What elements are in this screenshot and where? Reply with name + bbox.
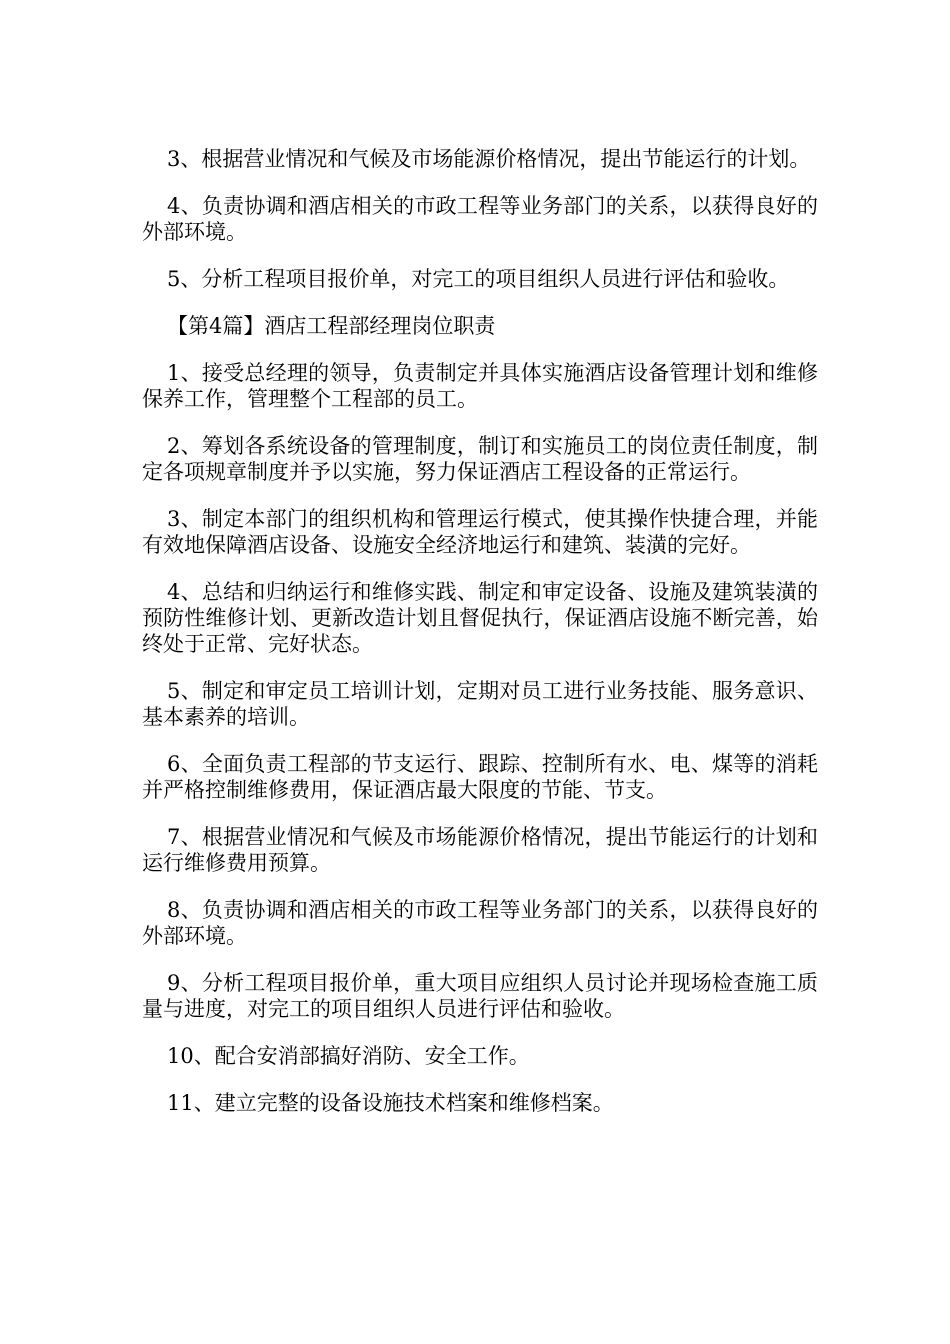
paragraph-4: 4、总结和归纳运行和维修实践、制定和审定设备、设施及建筑装潢的预防性维修计划、更新改造计划且督促执行，保证酒店设施不断完善，始终处于正常、完好状态。 bbox=[142, 580, 818, 656]
section-heading: 【第4篇】酒店工程部经理岗位职责 bbox=[167, 314, 496, 338]
paragraph-prev-4: 4、负责协调和酒店相关的市政工程等业务部门的关系，以获得良好的外部环境。 bbox=[142, 194, 818, 244]
paragraph-10: 10、配合安消部搞好消防、安全工作。 bbox=[167, 1044, 530, 1068]
paragraph-8: 8、负责协调和酒店相关的市政工程等业务部门的关系，以获得良好的外部环境。 bbox=[142, 898, 818, 948]
paragraph-9: 9、分析工程项目报价单，重大项目应组织人员讨论并现场检查施工质量与进度，对完工的项目组织人员进行评估和验收。 bbox=[142, 971, 818, 1021]
paragraph-5: 5、制定和审定员工培训计划，定期对员工进行业务技能、服务意识、基本素养的培训。 bbox=[142, 679, 818, 729]
paragraph-2: 2、筹划各系统设备的管理制度，制订和实施员工的岗位责任制度，制定各项规章制度并予以实施，努力保证酒店工程设备的正常运行。 bbox=[142, 434, 818, 484]
paragraph-prev-5: 5、分析工程项目报价单，对完工的项目组织人员进行评估和验收。 bbox=[167, 267, 790, 291]
paragraph-7: 7、根据营业情况和气候及市场能源价格情况，提出节能运行的计划和运行维修费用预算。 bbox=[142, 825, 818, 875]
paragraph-3: 3、制定本部门的组织机构和管理运行模式，使其操作快捷合理，并能有效地保障酒店设备、设施安全经济地运行和建筑、装潢的完好。 bbox=[142, 507, 818, 557]
document-body bbox=[142, 146, 818, 1137]
paragraph-prev-3: 3、根据营业情况和气候及市场能源价格情况，提出节能运行的计划。 bbox=[167, 147, 811, 171]
paragraph-1: 1、接受总经理的领导，负责制定并具体实施酒店设备管理计划和维修保养工作，管理整个工程部的员工。 bbox=[142, 361, 818, 411]
paragraph-11: 11、建立完整的设备设施技术档案和维修档案。 bbox=[167, 1091, 614, 1115]
paragraph-6: 6、全面负责工程部的节支运行、跟踪、控制所有水、电、煤等的消耗并严格控制维修费用，保证酒店最大限度的节能、节支。 bbox=[142, 752, 818, 802]
